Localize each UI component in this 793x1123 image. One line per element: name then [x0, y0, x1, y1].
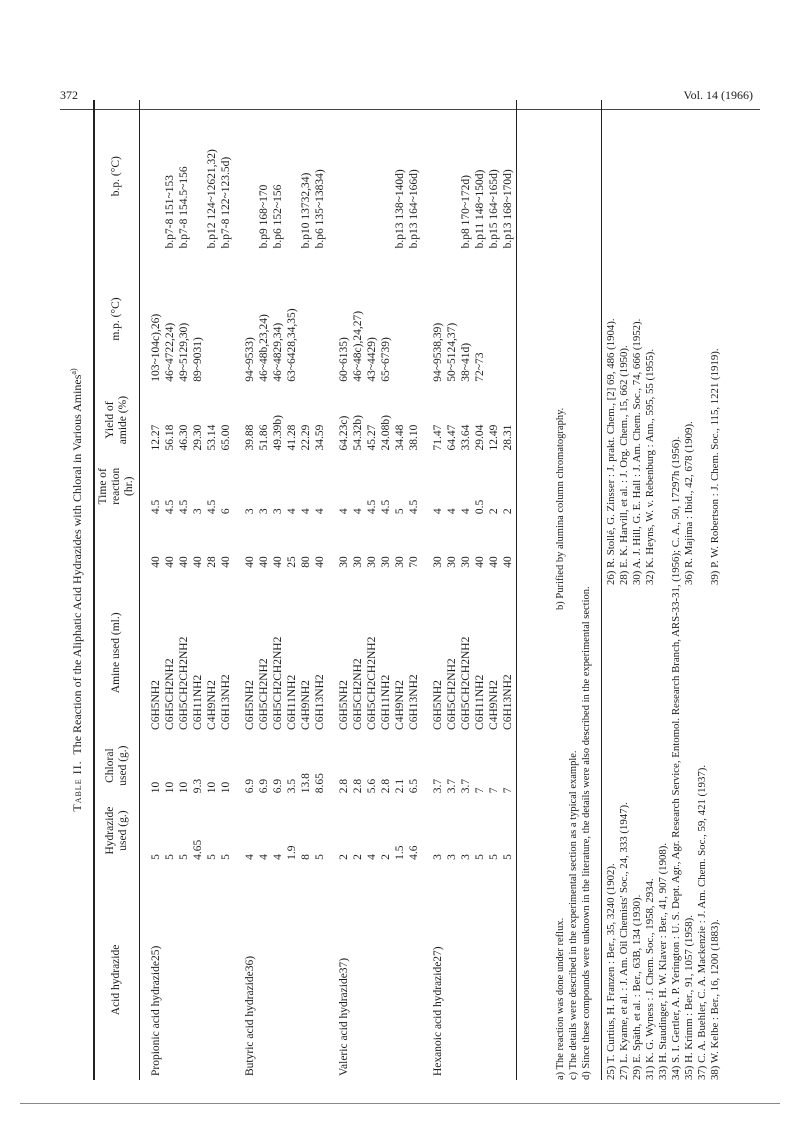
yield-cell: 38.10: [407, 424, 420, 451]
reference-31: 31) K. G. Wyness : J. Chem. Soc., 1958, 2934.: [644, 878, 656, 1080]
amine-cell: C6H5NH2: [149, 680, 162, 730]
amine-cell: C6H11NH2: [473, 674, 486, 730]
table-row: [366, 100, 380, 1080]
table-label: Table II.: [70, 760, 84, 812]
acid-hydrazide-cell: Propionic acid hydrazide25): [149, 945, 162, 1076]
amine-ml-cell: 30: [393, 556, 406, 568]
bp-cell: b.p7-8 154.5~156: [177, 166, 190, 249]
hydrazide-g-cell: 5: [473, 854, 486, 860]
yield-cell: 64.23c): [337, 415, 350, 451]
yield-cell: 34.48: [393, 424, 406, 451]
amine-ml-cell: 40: [487, 556, 500, 568]
table-row: [234, 100, 258, 1080]
amine-cell: C4H9NH2: [393, 680, 406, 730]
reference-29: 29) E. Späth, et al. : Ber., 63B, 134 (1930).: [631, 894, 643, 1080]
time-cell: 2: [487, 508, 500, 515]
time-cell: 4: [299, 508, 312, 515]
yield-cell: 54.32b): [351, 414, 364, 451]
yield-cell: 45.27: [365, 424, 378, 451]
yield-cell: 12.27: [149, 424, 162, 451]
time-cell: 0.5: [473, 499, 486, 515]
yield-cell: 29.04: [473, 424, 486, 451]
amine-ml-cell: 40: [191, 556, 204, 568]
reference-39: 39) P. W. Robertson : J. Chem. Soc., 115, 1221 (1919).: [709, 348, 721, 585]
table-body: [139, 100, 516, 1080]
reference-25: 25) T. Curtius, H. Franzen : Ber., 35, 3240 (1902).: [605, 863, 617, 1080]
amine-cell: C6H13NH2: [219, 674, 232, 730]
amine-cell: C6H5NH2: [337, 680, 350, 730]
amine-cell: C6H13NH2: [313, 674, 326, 730]
bp-cell: [422, 100, 446, 252]
mp-cell: [220, 252, 234, 385]
hydrazide-g-cell: 5: [149, 854, 162, 860]
acid-hydrazide-cell: [192, 880, 206, 1080]
amine-ml-cell: 30: [365, 556, 378, 568]
chloral-g-cell: 10: [219, 781, 232, 794]
bp-cell: b.p13 168~170d): [501, 169, 514, 249]
mp-cell: [206, 252, 220, 385]
yield-cell: 51.86: [257, 424, 270, 451]
hydrazide-g-cell: 4: [271, 854, 284, 860]
table-row: [139, 100, 164, 1080]
col-bp: b.p. (°C): [110, 156, 123, 197]
acid-hydrazide-cell: [488, 880, 502, 1080]
bp-cell: b.p13 164~166d): [407, 169, 420, 249]
col-amine-used: Amine used (ml.): [110, 612, 123, 694]
mp-cell: 72~73: [473, 352, 486, 382]
amine-ml-cell: 40: [149, 556, 162, 568]
bp-cell: [380, 100, 394, 252]
reference-38: 38) W. Kelbe : Ber., 16, 1200 (1883).: [709, 919, 721, 1080]
acid-hydrazide-cell: [164, 880, 178, 1080]
acid-hydrazide-cell: [314, 880, 328, 1080]
acid-hydrazide-cell: Valeric acid hydrazide37): [337, 957, 350, 1076]
amine-ml-cell: 40: [501, 556, 514, 568]
mp-cell: 65~6739): [379, 337, 392, 382]
table-row: [258, 100, 272, 1080]
yield-cell: 56.18: [163, 424, 176, 451]
amine-ml-cell: 40: [271, 556, 284, 568]
bp-cell: b.p11 148~150d): [473, 169, 486, 249]
time-cell: 3: [257, 508, 270, 515]
reference-32: 32) K. Heyns, W. v. Rebenburg : Ann., 595, 55 (1955).: [644, 348, 656, 585]
table-row: [164, 100, 178, 1080]
yield-cell: 34.59: [313, 424, 326, 451]
chloral-g-cell: 13.8: [299, 773, 312, 794]
mp-cell: [488, 252, 502, 385]
time-cell: 4: [431, 508, 444, 515]
acid-hydrazide-cell: [394, 880, 408, 1080]
table-row: [314, 100, 328, 1080]
bp-cell: b.p12 124~12621,32): [205, 149, 218, 249]
amine-cell: C6H5CH2CH2NH2: [365, 636, 378, 730]
chloral-g-cell: 2.1: [393, 778, 406, 794]
chloral-g-cell: 2.8: [351, 778, 364, 794]
time-cell: 6: [219, 508, 232, 515]
chloral-g-cell: 7: [487, 787, 500, 794]
col-acid-hydrazide: Acid hydrazide: [110, 944, 123, 1016]
table-row: [192, 100, 206, 1080]
bp-cell: [286, 100, 300, 252]
chloral-g-cell: 5.6: [365, 778, 378, 794]
table-row: [488, 100, 502, 1080]
amine-ml-cell: 30: [337, 556, 350, 568]
amine-ml-cell: 70: [407, 556, 420, 568]
acid-hydrazide-cell: [220, 880, 234, 1080]
time-cell: 4: [285, 508, 298, 515]
chloral-g-cell: 3.7: [431, 778, 444, 794]
page-number: 372: [60, 88, 78, 102]
yield-cell: 53.14: [205, 424, 218, 451]
table-row: [220, 100, 234, 1080]
acid-hydrazide-cell: [366, 880, 380, 1080]
table-row: [446, 100, 460, 1080]
mp-cell: 103~104c),26): [149, 313, 162, 382]
hydrazide-g-cell: 4.6: [407, 845, 420, 860]
mp-cell: 46~48c),24,27): [351, 310, 364, 382]
bp-cell: [192, 100, 206, 252]
note-b: b) Purified by alumina column chromatography.: [555, 407, 566, 610]
time-cell: 4: [351, 508, 364, 515]
amine-ml-cell: 25: [285, 556, 298, 568]
mp-cell: [502, 252, 517, 385]
acid-hydrazide-cell: [300, 880, 314, 1080]
yield-cell: 41.28: [285, 424, 298, 451]
yield-cell: 71.47: [431, 424, 444, 451]
reference-28: 28) E. K. Harvill, et al. : J. Org. Chem., 15, 662 (1950).: [618, 345, 630, 585]
hydrazide-g-cell: 8: [299, 854, 312, 860]
hydrazide-g-cell: 1.9: [285, 845, 298, 860]
acid-hydrazide-cell: [272, 880, 286, 1080]
volume-label: Vol. 14 (1966): [683, 88, 753, 102]
chloral-g-cell: 8.65: [313, 773, 326, 794]
yield-cell: 12.49: [487, 424, 500, 451]
yield-cell: 24.08b): [379, 414, 392, 451]
yield-cell: 46.30: [177, 424, 190, 451]
hydrazide-g-cell: 5: [177, 854, 190, 860]
col-yield: Yield of amide (%): [103, 395, 129, 445]
reference-33: 33) H. Staudinger, H. W. Klaver : Ber., 41, 907 (1908).: [657, 842, 669, 1080]
bp-cell: [352, 100, 366, 252]
mp-cell: 49~5129,30): [177, 322, 190, 382]
mp-cell: 89~9031): [191, 337, 204, 382]
time-cell: 4.5: [379, 499, 392, 515]
note-c: c) The details were described in the experimental section as a typical example.: [568, 750, 579, 1080]
yield-cell: 49.39b): [271, 414, 284, 451]
chloral-g-cell: 9.3: [191, 778, 204, 794]
chloral-g-cell: 7: [473, 787, 486, 794]
amine-cell: C6H11NH2: [191, 674, 204, 730]
amine-ml-cell: 40: [177, 556, 190, 568]
table-row: [178, 100, 192, 1080]
reference-30: 30) A. J. Hill, G. E. Hall : J. Am. Chem. Soc., 74, 666 (1952).: [631, 318, 643, 585]
yield-cell: 28.31: [501, 424, 514, 451]
mp-cell: [408, 252, 422, 385]
mp-cell: [314, 252, 328, 385]
hydrazide-g-cell: 1.5: [393, 845, 406, 860]
acid-hydrazide-cell: [178, 880, 192, 1080]
amine-ml-cell: 80: [299, 556, 312, 568]
bp-cell: b.p10 13732,34): [299, 172, 312, 249]
table-header-row: [94, 100, 139, 1080]
hydrazide-g-cell: 4: [243, 854, 256, 860]
amine-ml-cell: 40: [313, 556, 326, 568]
amine-cell: C6H5CH2NH2: [445, 658, 458, 730]
amine-ml-cell: 40: [257, 556, 270, 568]
mp-cell: [300, 252, 314, 385]
hydrazide-g-cell: 5: [205, 854, 218, 860]
amine-ml-cell: 30: [379, 556, 392, 568]
hydrazide-g-cell: 4.65: [191, 839, 204, 860]
mp-cell: 94~9538,39): [431, 322, 444, 382]
amine-cell: C4H9NH2: [487, 680, 500, 730]
hydrazide-g-cell: 2: [337, 854, 350, 860]
time-cell: 4.5: [365, 499, 378, 515]
yield-cell: 64.47: [445, 424, 458, 451]
chloral-g-cell: 7: [501, 787, 514, 794]
yield-cell: 33.64: [459, 424, 472, 451]
mp-cell: [394, 252, 408, 385]
chloral-g-cell: 6.5: [407, 778, 420, 794]
bp-cell: b.p6 152~156: [271, 184, 284, 249]
mp-cell: 94~9533): [243, 337, 256, 382]
bp-cell: [139, 100, 164, 252]
yield-cell: 39.88: [243, 424, 256, 451]
table-caption: [69, 100, 84, 1080]
chloral-g-cell: 2.8: [379, 778, 392, 794]
time-cell: 5: [393, 508, 406, 515]
amine-cell: C6H5NH2: [243, 680, 256, 730]
table-title-note: a): [69, 368, 78, 375]
bp-cell: [328, 100, 352, 252]
mp-cell: 46~48b,23,24): [257, 314, 270, 382]
acid-hydrazide-cell: [352, 880, 366, 1080]
chloral-g-cell: 10: [149, 781, 162, 794]
chloral-g-cell: 3.7: [445, 778, 458, 794]
chloral-g-cell: 3.7: [459, 778, 472, 794]
yield-cell: 29.30: [191, 424, 204, 451]
hydrazide-g-cell: 2: [379, 854, 392, 860]
reference-26: 26) R. Stollé, G. Zinsser : J. prakt. Chem., [2] 69, 486 (1904).: [605, 318, 617, 585]
bp-cell: b.p9 168~170: [257, 184, 270, 249]
table-row: [502, 100, 517, 1080]
acid-hydrazide-cell: [206, 880, 220, 1080]
table-row: [206, 100, 220, 1080]
hydrazide-g-cell: 3: [459, 854, 472, 860]
chloral-g-cell: 10: [177, 781, 190, 794]
table-row: [328, 100, 352, 1080]
acid-hydrazide-cell: [408, 880, 422, 1080]
time-cell: 4.5: [163, 499, 176, 515]
mp-cell: 63~6428,34,35): [285, 308, 298, 382]
mp-cell: 50~5124,37): [445, 322, 458, 382]
time-cell: 4: [313, 508, 326, 515]
bp-cell: [366, 100, 380, 252]
amine-cell: C6H11NH2: [285, 674, 298, 730]
hydrazide-g-cell: 5: [313, 854, 326, 860]
chloral-g-cell: 6.9: [243, 778, 256, 794]
acid-hydrazide-cell: [502, 880, 517, 1080]
table-row: [422, 100, 446, 1080]
acid-hydrazide-cell: [380, 880, 394, 1080]
yield-cell: 65.00: [219, 424, 232, 451]
table-row: [408, 100, 422, 1080]
col-time: Time of reaction (hr.): [97, 467, 136, 505]
time-cell: 4: [459, 508, 472, 515]
amine-cell: C6H13NH2: [407, 674, 420, 730]
note-d: d) Since these compounds were unknown in the literature, the details were also described in the experimental section.: [581, 586, 592, 1080]
amine-cell: C6H5CH2CH2NH2: [177, 636, 190, 730]
amine-ml-cell: 30: [459, 556, 472, 568]
amine-ml-cell: 40: [219, 556, 232, 568]
amine-cell: C6H5CH2NH2: [257, 658, 270, 730]
hydrazide-g-cell: 3: [431, 854, 444, 860]
amine-ml-cell: 40: [243, 556, 256, 568]
hydrazide-g-cell: 5: [501, 854, 514, 860]
time-cell: 4: [337, 508, 350, 515]
bp-cell: [446, 100, 460, 252]
amine-cell: C4H9NH2: [299, 680, 312, 730]
chloral-g-cell: 6.9: [257, 778, 270, 794]
amine-cell: C6H5CH2CH2NH2: [459, 636, 472, 730]
bp-cell: b.p13 138~140d): [393, 169, 406, 249]
bp-cell: [234, 100, 258, 252]
time-cell: 4: [445, 508, 458, 515]
amine-ml-cell: 40: [163, 556, 176, 568]
table-row: [380, 100, 394, 1080]
col-chloral-used: Chloral used (g.): [103, 745, 129, 786]
bp-cell: b.p8 170~172d): [459, 175, 472, 249]
amine-ml-cell: 28: [205, 556, 218, 568]
amine-ml-cell: 30: [445, 556, 458, 568]
acid-hydrazide-cell: [474, 880, 488, 1080]
reference-36: 36) R. Majima : Ibid., 42, 678 (1909).: [683, 421, 695, 585]
amine-ml-cell: 40: [473, 556, 486, 568]
hydrazide-g-cell: 5: [219, 854, 232, 860]
time-cell: 4.5: [407, 499, 420, 515]
bp-cell: b.p15 164~165d): [487, 169, 500, 249]
hydrazide-g-cell: 3: [445, 854, 458, 860]
time-cell: 3: [271, 508, 284, 515]
table-row: [352, 100, 366, 1080]
hydrazide-g-cell: 4: [365, 854, 378, 860]
time-cell: 4.5: [177, 499, 190, 515]
chloral-g-cell: 10: [205, 781, 218, 794]
amine-cell: C6H5NH2: [431, 680, 444, 730]
col-hydrazide-used: Hydrazide used (g.): [103, 806, 129, 855]
table-row: [286, 100, 300, 1080]
reference-27: 27) L. Kyame, et al. : J. Am. Oil Chemists' Soc., 24, 333 (1947).: [618, 802, 630, 1080]
time-cell: 4.5: [205, 499, 218, 515]
table-row: [474, 100, 488, 1080]
table-row: [460, 100, 474, 1080]
rotated-table-block: [69, 100, 721, 1080]
mp-cell: 38~41d): [459, 342, 472, 382]
hydrazide-g-cell: 2: [351, 854, 364, 860]
chloral-g-cell: 6.9: [271, 778, 284, 794]
amine-ml-cell: 30: [431, 556, 444, 568]
chloral-g-cell: 2.8: [337, 778, 350, 794]
reaction-table: [93, 100, 517, 1080]
amine-cell: C6H5CH2NH2: [351, 658, 364, 730]
acid-hydrazide-cell: [446, 880, 460, 1080]
chloral-g-cell: 10: [163, 781, 176, 794]
yield-cell: 22.29: [299, 424, 312, 451]
time-cell: 3: [243, 508, 256, 515]
amine-cell: C6H5CH2CH2NH2: [271, 636, 284, 730]
time-cell: 4.5: [149, 499, 162, 515]
mp-cell: 60~6135): [337, 337, 350, 382]
acid-hydrazide-cell: Butyric acid hydrazide36): [243, 955, 256, 1076]
acid-hydrazide-cell: [460, 880, 474, 1080]
references-rule: [601, 100, 602, 1080]
time-cell: 2: [501, 508, 514, 515]
acid-hydrazide-cell: [286, 880, 300, 1080]
chloral-g-cell: 3.5: [285, 778, 298, 794]
bp-cell: b.p7-8 122~123.5d): [219, 156, 232, 249]
amine-cell: C4H9NH2: [205, 680, 218, 730]
table-title: The Reaction of the Aliphatic Acid Hydrazides with Chloral in Various Amines: [70, 374, 84, 755]
table-row: [300, 100, 314, 1080]
time-cell: 3: [191, 508, 204, 515]
table-row: [272, 100, 286, 1080]
amine-cell: C6H13NH2: [501, 674, 514, 730]
acid-hydrazide-cell: Hexanoic acid hydrazide27): [431, 946, 444, 1076]
hydrazide-g-cell: 5: [163, 854, 176, 860]
amine-ml-cell: 30: [351, 556, 364, 568]
reference-34: 34) S. I. Gertler, A. P. Yerington : U. S. Dept. Agr., Agr. Research Service, Entomol. Research Branch, ARS-33-31, (1956); C. A., 50, 17297h (1956).: [670, 436, 682, 1080]
reference-37: 37) C. A. Buehler, C. A. Mackenzie : J. Am. Chem. Soc., 59, 421 (1937).: [696, 764, 708, 1080]
reference-35: 35) H. Krimm : Ber., 91, 1057 (1958).: [683, 915, 695, 1080]
hydrazide-g-cell: 4: [257, 854, 270, 860]
mp-cell: 46~4829,34): [271, 322, 284, 382]
bp-cell: b.p6 135~13834): [313, 169, 326, 249]
mp-cell: 46~4722,24): [163, 322, 176, 382]
hydrazide-g-cell: 5: [487, 854, 500, 860]
table-row: [394, 100, 408, 1080]
footer-rule: [20, 1103, 780, 1104]
note-a: a) The reaction was done under reflux.: [555, 917, 566, 1080]
bp-cell: b.p7-8 151~153: [163, 175, 176, 249]
col-blank: [94, 518, 139, 572]
acid-hydrazide-cell: [258, 880, 272, 1080]
amine-cell: C6H11NH2: [379, 674, 392, 730]
amine-cell: C6H5CH2NH2: [163, 658, 176, 730]
col-mp: m.p. (°C): [110, 297, 123, 341]
mp-cell: 43~4429): [365, 337, 378, 382]
